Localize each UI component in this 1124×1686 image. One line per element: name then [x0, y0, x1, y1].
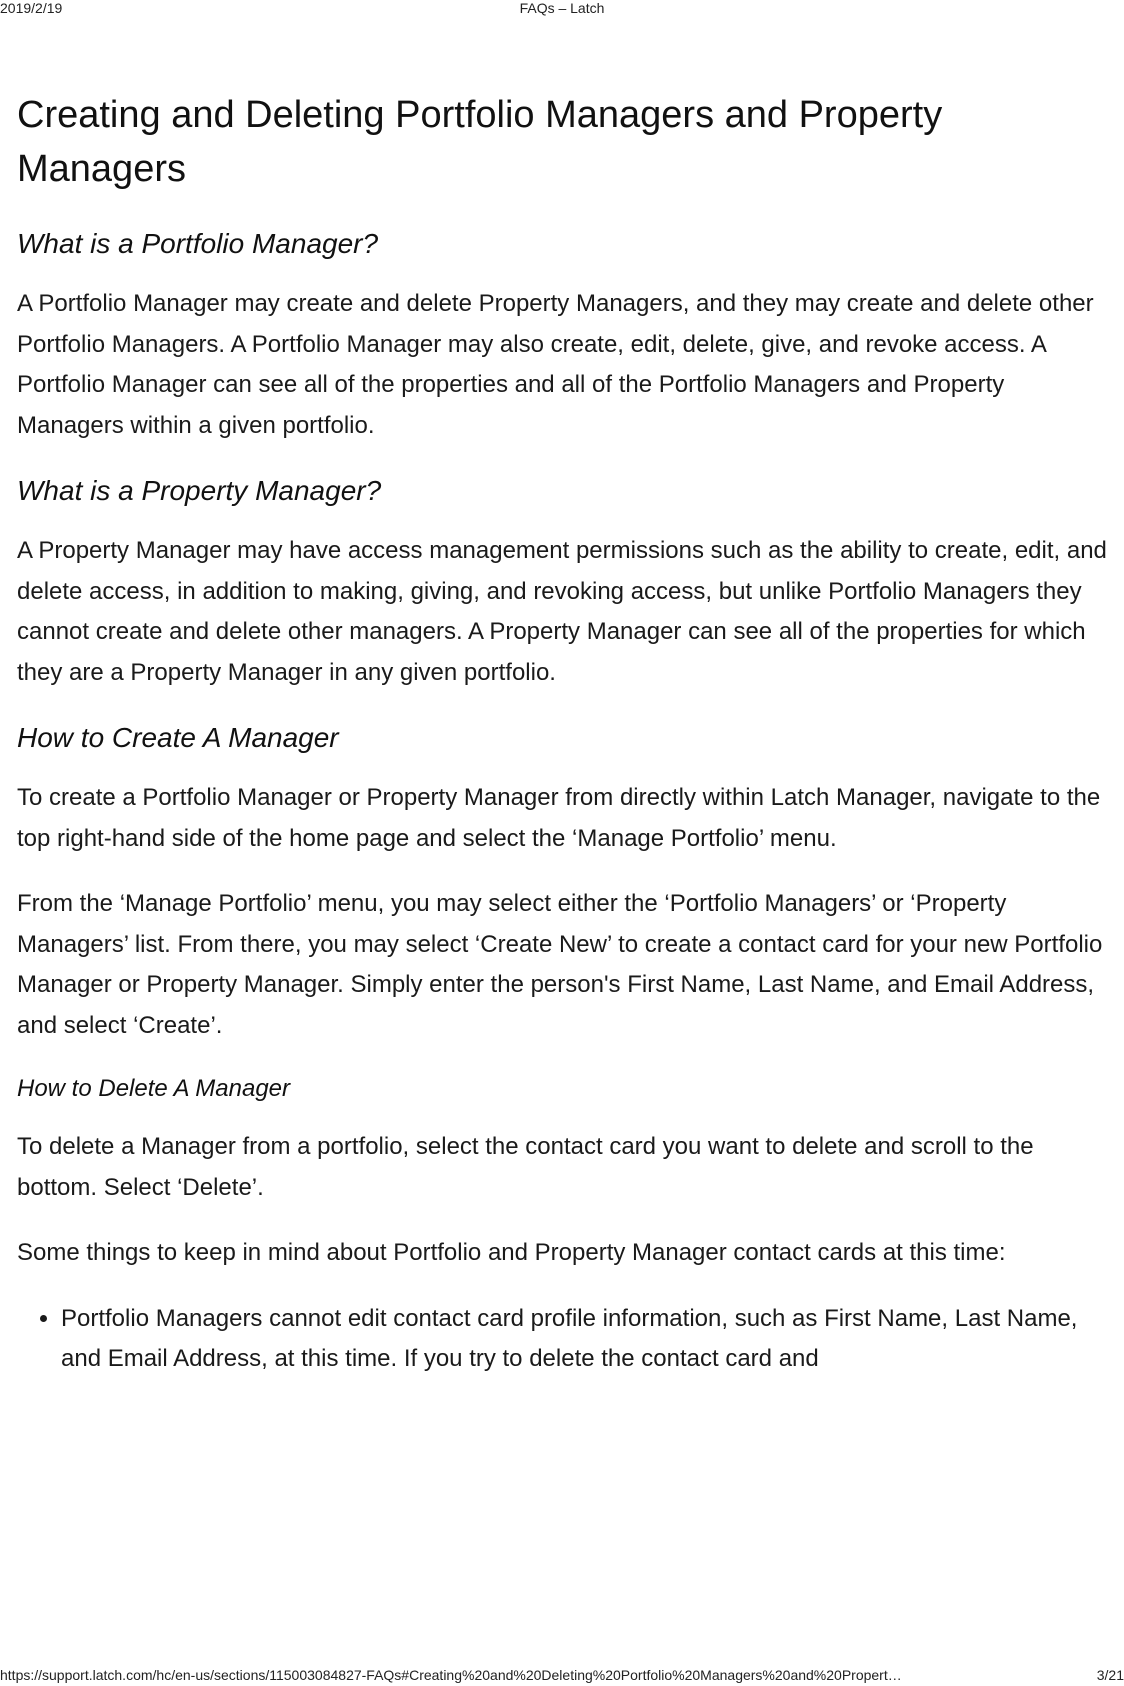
- create-manager-text-1: To create a Portfolio Manager or Property Manager from directly within Latch Manager, navigate to the top right-hand side of the home page and select the ‘Manage Portfolio’ menu.: [17, 784, 1101, 852]
- article-title: Creating and Deleting Portfolio Managers and Property Managers: [17, 94, 943, 190]
- create-manager-heading: How to Create A Manager: [17, 722, 339, 753]
- property-manager-heading: What is a Property Manager?: [17, 475, 382, 506]
- page-url: https://support.latch.com/hc/en-us/sections/115003084827-FAQs#Creating%20and%20Deleting%20Portfolio%20Managers%20and%20Propert…: [0, 1667, 902, 1683]
- notes-list: [17, 1299, 1117, 1380]
- page-number: 3/21: [1096, 1667, 1124, 1683]
- print-header: [0, 0, 1124, 20]
- print-page-title: FAQs – Latch: [519, 0, 605, 16]
- notes-intro: Some things to keep in mind about Portfolio and Property Manager contact cards at this time:: [17, 1239, 1006, 1266]
- print-footer: [0, 1667, 1124, 1686]
- portfolio-manager-text: A Portfolio Manager may create and delete Property Managers, and they may create and delete other Portfolio Managers. A Portfolio Manager may also create, edit, delete, give, and revoke access. A Portfolio Manager can see all of the properties and all of the Portfolio Managers and Property Managers within a given portfolio.: [17, 290, 1094, 439]
- delete-manager-text: To delete a Manager from a portfolio, select the contact card you want to delete and scroll to the bottom. Select ‘Delete’.: [17, 1133, 1034, 1201]
- create-manager-text-2: From the ‘Manage Portfolio’ menu, you may select either the ‘Portfolio Managers’ or ‘Property Managers’ list. From there, you may select ‘Create New’ to create a contact card for your new Portfolio Manager or Property Manager. Simply enter the person's First Name, Last Name, and Email Address, and select ‘Create’.: [17, 890, 1103, 1039]
- property-manager-text: A Property Manager may have access management permissions such as the ability to create, edit, and delete access, in addition to making, giving, and revoking access, but unlike Portfolio Managers they cannot create and delete other managers. A Property Manager can see all of the properties for which they are a Property Manager in any given portfolio.: [17, 537, 1107, 686]
- list-item: • Portfolio Managers cannot edit contact card profile information, such as First Name, Last Name, and Email Address, at this time. If you try to delete the contact card and: [61, 1299, 1117, 1380]
- print-date: 2019/2/19: [0, 0, 63, 16]
- delete-manager-heading: How to Delete A Manager: [17, 1075, 291, 1102]
- portfolio-manager-heading: What is a Portfolio Manager?: [17, 228, 379, 259]
- article: [17, 88, 1117, 1380]
